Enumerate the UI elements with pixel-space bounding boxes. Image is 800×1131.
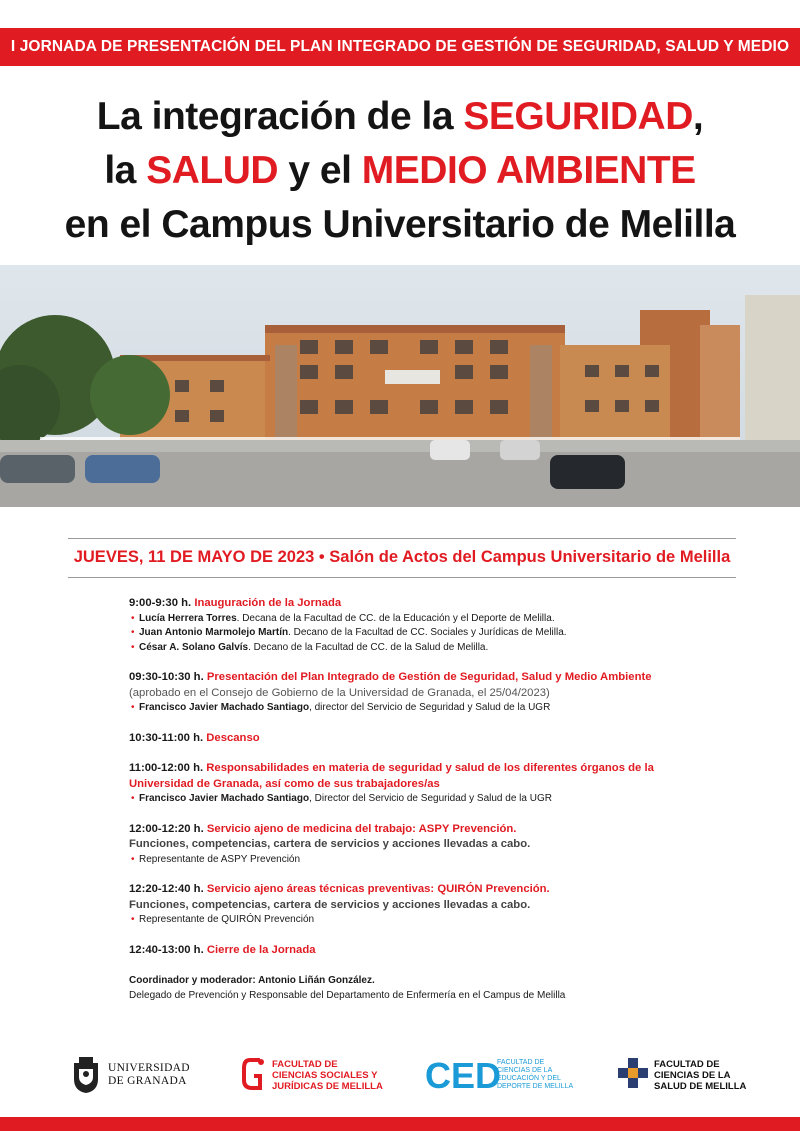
header-band: I JORNADA DE PRESENTACIÓN DEL PLAN INTEGRADO DE GESTIÓN DE SEGURIDAD, SALUD Y MEDIO AMBIENTE bbox=[0, 28, 800, 66]
ugr-logo: UNIVERSIDAD DE GRANADA bbox=[70, 1050, 190, 1100]
time-slot: 09:30-10:30 h. bbox=[129, 671, 204, 683]
schedule-item bbox=[129, 882, 689, 928]
title-text: , bbox=[692, 95, 704, 138]
event-subtitle: Funciones, competencias, cartera de servicios y acciones llevadas a cabo. bbox=[129, 898, 531, 911]
speaker: • Lucía Herrera Torres. Decana de la Facultad de CC. de la Educación y el Deporte de Melilla. bbox=[129, 612, 689, 627]
title-highlight-seguridad: SEGURIDAD bbox=[463, 95, 693, 138]
schedule-item bbox=[129, 943, 689, 959]
event-date-venue: JUEVES, 11 DE MAYO DE 2023 • Salón de Actos del Campus Universitario de Melilla bbox=[73, 548, 731, 566]
title-line-1 bbox=[0, 90, 800, 144]
speaker: • Francisco Javier Machado Santiago, Director del Servicio de Seguridad y Salud de la UGR bbox=[129, 792, 689, 807]
logo-row bbox=[0, 1050, 800, 1100]
schedule-item bbox=[129, 822, 689, 868]
event-title: Descanso bbox=[206, 731, 260, 744]
event-note: (aprobado en el Consejo de Gobierno de la Universidad de Granada, el 25/04/2023) bbox=[129, 686, 550, 699]
coordinator-role: Delegado de Prevención y Responsable del Departamento de Enfermería en el Campus de Melilla bbox=[129, 990, 566, 1001]
event-subtitle: Funciones, competencias, cartera de servicios y acciones llevadas a cabo. bbox=[129, 838, 531, 850]
time-slot: 10:30-11:00 h. bbox=[129, 731, 204, 744]
program-schedule bbox=[129, 596, 689, 1003]
schedule-item bbox=[129, 731, 689, 747]
speaker: • Representante de ASPY Prevención bbox=[129, 853, 689, 868]
divider bbox=[68, 538, 736, 539]
title-highlight-salud: SALUD bbox=[146, 149, 279, 192]
speaker: • Francisco Javier Machado Santiago, director del Servicio de Seguridad y Salud de la UGR bbox=[129, 701, 689, 716]
ced-mark-text: CED bbox=[425, 1055, 502, 1096]
divider bbox=[68, 577, 736, 578]
title-text: y el bbox=[278, 149, 362, 192]
speaker: • César A. Solano Galvís. Decano de la Facultad de CC. de la Salud de Melilla. bbox=[129, 641, 689, 656]
event-title: Presentación del Plan Integrado de Gestión de Seguridad, Salud y Medio Ambiente bbox=[206, 671, 652, 683]
title-highlight-medio-ambiente: MEDIO AMBIENTE bbox=[361, 149, 696, 192]
speaker: • Juan Antonio Marmolejo Martín. Decano de la Facultad de CC. Sociales y Jurídicas de Melilla. bbox=[129, 626, 689, 641]
event-title: Servicio ajeno áreas técnicas preventivas: QUIRÓN Prevención. bbox=[206, 883, 550, 895]
fcs-logo: FACULTAD DE CIENCIAS DE LA SALUD DE MELILLA bbox=[618, 1050, 746, 1100]
coordinator bbox=[129, 973, 689, 1003]
campus-building-photo bbox=[0, 265, 800, 507]
time-slot: 12:40-13:00 h. bbox=[129, 943, 204, 956]
schedule-item bbox=[129, 670, 689, 716]
event-title: Cierre de la Jornada bbox=[206, 943, 316, 956]
speaker: • Representante de QUIRÓN Prevención bbox=[129, 913, 689, 928]
title-line-2 bbox=[0, 144, 800, 198]
title-text: la bbox=[104, 149, 147, 192]
ugr-crest-icon bbox=[70, 1055, 102, 1095]
footer-band bbox=[0, 1117, 800, 1131]
fcs-cross-icon bbox=[618, 1056, 648, 1094]
event-title: Servicio ajeno de medicina del trabajo: ASPY Prevención. bbox=[206, 822, 517, 835]
schedule-item bbox=[129, 761, 689, 807]
event-title: Responsabilidades en materia de seguridad y salud de los diferentes órganos de la Universidad de Granada, así como de sus trabajadores/as bbox=[129, 762, 654, 790]
time-slot: 12:00-12:20 h. bbox=[129, 822, 204, 835]
title-line-3: en el Campus Universitario de Melilla bbox=[64, 203, 736, 246]
schedule-item bbox=[129, 596, 689, 655]
ced-logo: CED FACULTAD DE CIENCIAS DE LA EDUCACIÓN Y DEL DEPORTE DE MELILLA bbox=[425, 1055, 574, 1096]
time-slot: 11:00-12:00 h. bbox=[129, 762, 204, 774]
title-text: La integración de la bbox=[96, 95, 464, 138]
time-slot: 9:00-9:30 h. bbox=[129, 597, 192, 609]
fcsj-mark-icon bbox=[242, 1056, 266, 1094]
page-title bbox=[0, 90, 800, 252]
fcsj-logo: FACULTAD DE CIENCIAS SOCIALES Y JURÍDICAS DE MELILLA bbox=[242, 1050, 383, 1100]
event-title: Inauguración de la Jornada bbox=[194, 597, 342, 609]
time-slot: 12:20-12:40 h. bbox=[129, 883, 204, 895]
coordinator-label: Coordinador y moderador: Antonio Liñán González. bbox=[129, 975, 375, 986]
